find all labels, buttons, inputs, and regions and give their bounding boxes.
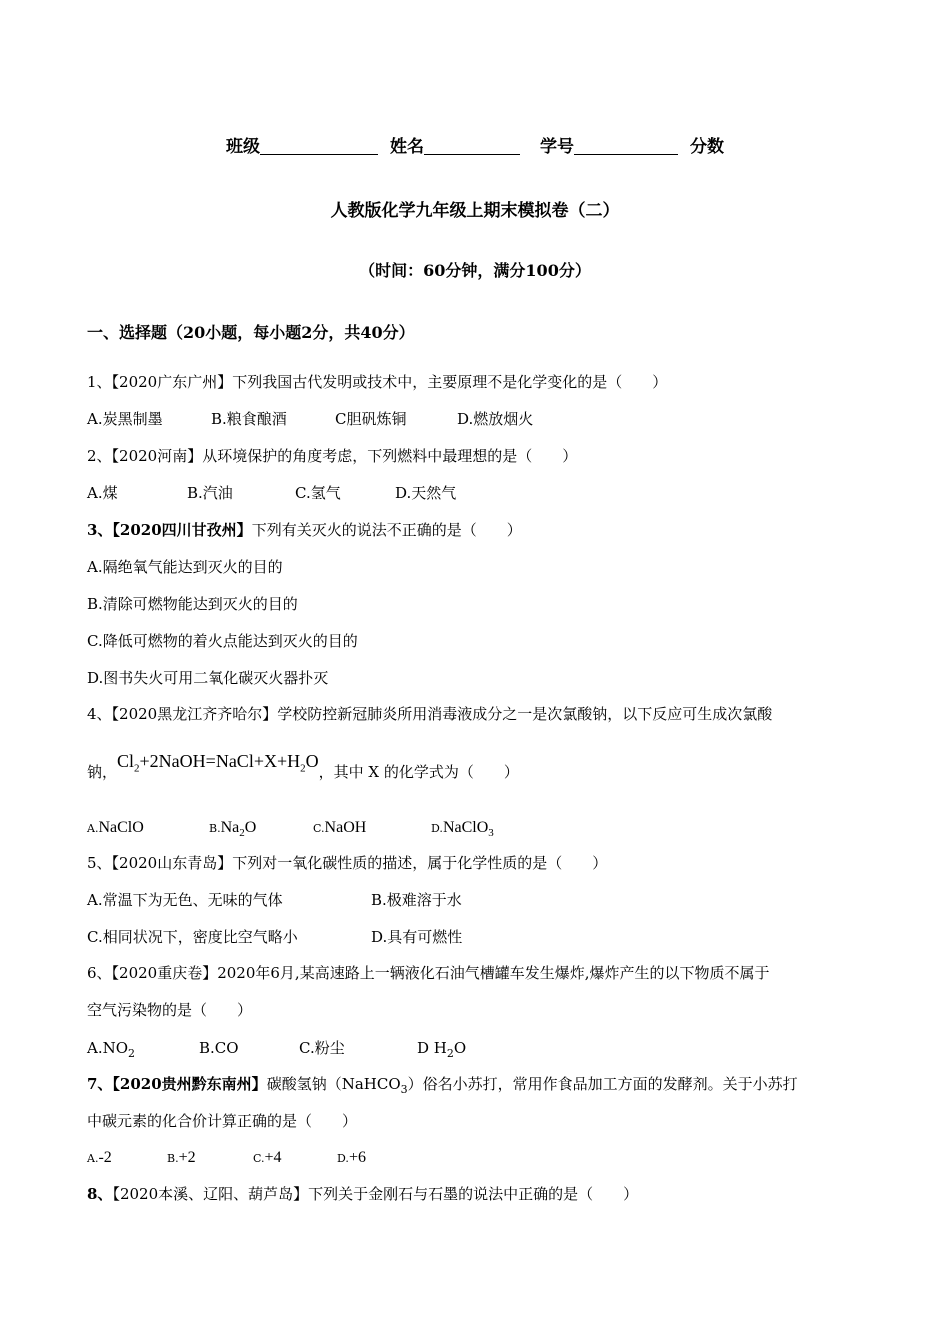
question-6-options — [87, 1037, 466, 1065]
option-text-end: O — [244, 819, 257, 836]
option-letter: B. — [209, 822, 221, 835]
question-7-sub: 3 — [400, 1083, 408, 1096]
exam-header — [0, 132, 950, 157]
question-7-source: 7、【2020贵州黔东南州】 — [87, 1075, 267, 1093]
score-label: 分数 — [690, 137, 724, 157]
formula-cl-sub: 2 — [134, 762, 140, 775]
section-heading: 一、选择题（20小题，每小题2分，共40分） — [87, 323, 415, 342]
option-d[interactable]: D.图书失火可用二氧化碳灭火器扑灭 — [87, 669, 329, 687]
option-a[interactable]: A.隔绝氧气能达到灭火的目的 — [87, 558, 283, 576]
option-text: NaClO — [98, 819, 144, 836]
question-4-suffix: ，其中 X 的化学式为（ ） — [318, 763, 519, 781]
option-text: +6 — [348, 1149, 366, 1166]
option-d[interactable] — [431, 816, 494, 844]
option-text-main: D H — [417, 1039, 447, 1057]
option-text-sub: 2 — [239, 827, 245, 840]
question-3-stem — [87, 519, 522, 541]
question-7-options — [87, 1146, 366, 1170]
question-5-options-row2 — [87, 926, 462, 948]
question-1-stem: 1、【2020广东广州】下列我国古代发明或技术中，主要原理不是化学变化的是（ ） — [87, 373, 668, 391]
option-b[interactable] — [167, 1146, 253, 1170]
question-4-stem-line2 — [87, 751, 519, 790]
formula-o: O — [305, 751, 319, 771]
option-a[interactable]: A.炭黑制墨 — [87, 410, 163, 428]
option-a[interactable]: A.煤 — [87, 484, 118, 502]
option-c[interactable]: C.降低可燃物的着火点能达到灭火的目的 — [87, 632, 358, 650]
option-c[interactable]: C胆矾炼铜 — [335, 410, 407, 428]
question-1-options — [87, 408, 533, 430]
option-d[interactable] — [337, 1146, 366, 1170]
question-8-stem — [87, 1183, 638, 1205]
question-3-text: 下列有关灭火的说法不正确的是（ ） — [251, 521, 522, 539]
option-b[interactable]: B.CO — [199, 1039, 239, 1057]
option-letter: A. — [87, 822, 99, 835]
question-3-source: 3、【2020四川甘孜州】 — [87, 521, 252, 539]
option-b[interactable]: B.极难溶于水 — [371, 891, 462, 909]
option-a[interactable]: A.常温下为无色、无味的气体 — [87, 891, 283, 909]
option-c[interactable]: C.粉尘 — [299, 1039, 345, 1057]
question-7-text: 碳酸氢钠（NaHCO — [266, 1075, 401, 1093]
id-label: 学号 — [540, 137, 574, 157]
option-letter: D. — [337, 1152, 349, 1165]
option-b[interactable]: B.粮食酿酒 — [211, 410, 287, 428]
question-7-text-end: ）俗名小苏打，常用作食品加工方面的发酵剂。关于小苏打 — [407, 1075, 798, 1093]
option-text: -2 — [98, 1149, 112, 1166]
option-text-main: NaClO — [442, 819, 489, 836]
option-d[interactable]: D.具有可燃性 — [371, 928, 463, 946]
option-b[interactable]: B.汽油 — [187, 484, 233, 502]
question-2-options — [87, 482, 456, 504]
option-letter: C. — [253, 1152, 265, 1165]
question-4-stem: 4、【2020黑龙江齐齐哈尔】学校防控新冠肺炎所用消毒液成分之一是次氯酸钠，以下反应可生成次氯酸 — [87, 705, 773, 723]
option-text: +2 — [178, 1149, 196, 1166]
option-b[interactable] — [209, 816, 313, 844]
class-blank[interactable] — [260, 136, 378, 155]
option-a[interactable] — [87, 1146, 167, 1170]
option-text-main: Na — [220, 819, 240, 836]
option-text — [442, 819, 494, 840]
name-blank[interactable] — [424, 136, 520, 155]
option-c[interactable]: C.相同状况下，密度比空气略小 — [87, 928, 298, 946]
option-letter: B. — [167, 1152, 179, 1165]
question-7-stem-line2: 中碳元素的化合价计算正确的是（ ） — [87, 1112, 358, 1130]
option-text-end: O — [453, 1039, 467, 1057]
exam-title: 人教版化学九年级上期末模拟卷（二） — [330, 201, 620, 221]
option-d[interactable] — [417, 1037, 466, 1065]
question-8-text: 【2020本溪、辽阳、葫芦岛】下列关于金刚石与石墨的说法中正确的是（ ） — [112, 1185, 639, 1203]
option-c[interactable]: C.氢气 — [295, 484, 341, 502]
option-letter: D. — [431, 822, 443, 835]
option-b[interactable]: B.清除可燃物能达到灭火的目的 — [87, 595, 298, 613]
option-text: NaOH — [324, 819, 367, 836]
option-text-sub: 2 — [128, 1047, 136, 1060]
option-d[interactable]: D.燃放烟火 — [457, 410, 534, 428]
question-6-stem: 6、【2020重庆卷】2020年6月,某高速路上一辆液化石油气槽罐车发生爆炸,爆炸产生的以下物质不属于 — [87, 964, 770, 982]
exam-subtitle: （时间：60分钟，满分100分） — [359, 261, 591, 280]
chemical-equation — [117, 751, 319, 775]
class-label: 班级 — [226, 137, 260, 157]
question-5-stem: 5、【2020山东青岛】下列对一氧化碳性质的描述，属于化学性质的是（ ） — [87, 854, 608, 872]
question-4-prefix: 钠， — [87, 763, 118, 781]
option-letter: A. — [87, 1152, 99, 1165]
option-a[interactable] — [87, 816, 209, 840]
formula-h-sub: 2 — [300, 762, 306, 775]
option-text — [220, 819, 257, 840]
id-blank[interactable] — [574, 136, 678, 155]
option-text-sub: 3 — [488, 827, 494, 840]
option-c[interactable] — [313, 816, 431, 840]
formula-cl: Cl — [117, 751, 135, 771]
question-4-options — [87, 816, 494, 844]
option-letter: C. — [313, 822, 325, 835]
question-5-options-row1 — [87, 889, 462, 911]
option-a[interactable] — [87, 1037, 199, 1065]
formula-mid: +2NaOH=NaCl+X+H — [139, 751, 301, 771]
option-text-main: A.NO — [87, 1039, 129, 1057]
question-7-stem — [87, 1073, 798, 1101]
name-label: 姓名 — [390, 137, 424, 157]
question-2-stem: 2、【2020河南】从环境保护的角度考虑，下列燃料中最理想的是（ ） — [87, 447, 578, 465]
option-c[interactable] — [253, 1146, 337, 1170]
question-8-number: 8、 — [87, 1185, 113, 1203]
question-6-stem-line2: 空气污染物的是（ ） — [87, 1001, 253, 1019]
option-d[interactable]: D.天然气 — [395, 484, 457, 502]
option-text-sub: 2 — [446, 1047, 454, 1060]
option-text: +4 — [264, 1149, 282, 1166]
